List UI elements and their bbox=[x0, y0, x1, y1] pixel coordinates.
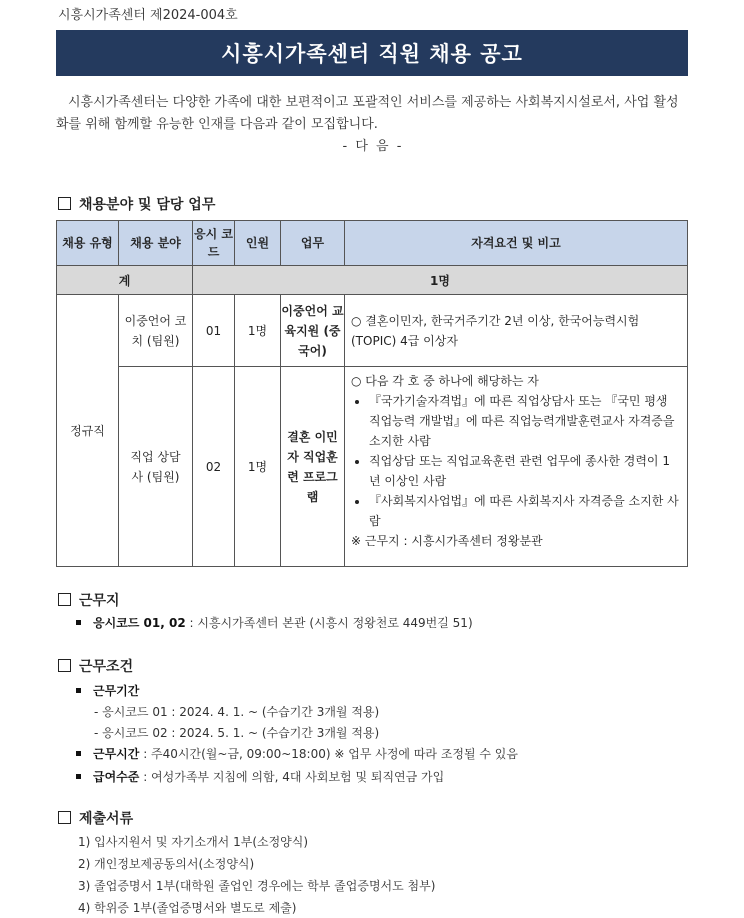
checkbox-square-icon bbox=[58, 659, 71, 672]
hours-text: : 주40시간(월~금, 09:00~18:00) ※ 업무 사정에 따라 조정될 수 있음 bbox=[139, 747, 518, 761]
hours-label: 근무시간 bbox=[93, 747, 140, 761]
qual-intro: ○ 다음 각 호 중 하나에 해당하는 자 bbox=[351, 374, 539, 388]
pay-line bbox=[76, 768, 444, 785]
bullet-square-icon bbox=[76, 688, 81, 693]
checkbox-square-icon bbox=[58, 197, 71, 210]
section-documents bbox=[58, 808, 133, 828]
bullet-square-icon bbox=[76, 620, 81, 625]
code-cell: 01 bbox=[193, 295, 235, 367]
header-count: 인원 bbox=[235, 221, 281, 266]
list-item: • 직업상담 또는 직업교육훈련 관련 업무에 종사한 경력이 1년 이상인 사람 bbox=[369, 451, 681, 491]
list-item: 2) 개인정보제공동의서(소정양식) bbox=[78, 857, 255, 871]
checkbox-square-icon bbox=[58, 593, 71, 606]
intro bbox=[56, 92, 690, 158]
list-item: 1) 입사지원서 및 자기소개서 1부(소정양식) bbox=[78, 835, 309, 849]
header-type: 채용 유형 bbox=[57, 221, 119, 266]
section-conditions bbox=[58, 656, 133, 676]
section-workplace-title: 근무지 bbox=[79, 593, 120, 609]
count-cell: 1명 bbox=[235, 295, 281, 367]
bullet-square-icon bbox=[76, 774, 81, 779]
period-label: 근무기간 bbox=[93, 684, 140, 698]
field-cell: 이중언어 코치 (팀원) bbox=[119, 295, 193, 367]
field-cell: 직업 상담사 (팀원) bbox=[119, 367, 193, 567]
code-cell: 02 bbox=[193, 367, 235, 567]
period-item: - 응시코드 02 : 2024. 5. 1. ~ (수습기간 3개월 적용) bbox=[94, 726, 380, 740]
section-fields-title: 채용분야 및 담당 업무 bbox=[79, 197, 216, 213]
workplace-line bbox=[76, 614, 473, 631]
qual-cell: ○ 결혼이민자, 한국거주기간 2년 이상, 한국어능력시험 (TOPIC) 4급 이상자 bbox=[345, 295, 688, 367]
list-item: 4) 학위증 1부(졸업증명서와 별도로 제출) bbox=[78, 901, 297, 915]
list-item: • 『국가기술자격법』에 따른 직업상담사 또는 『국민 평생 직업능력 개발법』에 따른 직업능력개발훈련교사 자격증을 소지한 사람 bbox=[369, 391, 681, 451]
count-cell: 1명 bbox=[235, 367, 281, 567]
duty-cell: 결혼 이민자 직업훈련 프로그램 bbox=[281, 367, 345, 567]
checkbox-square-icon bbox=[58, 811, 71, 824]
document-number: 시흥시가족센터 제2024-004호 bbox=[58, 8, 238, 23]
total-value: 1명 bbox=[193, 266, 688, 295]
period-item: - 응시코드 01 : 2024. 4. 1. ~ (수습기간 3개월 적용) bbox=[94, 705, 380, 719]
table-row bbox=[57, 295, 688, 367]
duty-cell: 이중언어 교육지원 (중국어) bbox=[281, 295, 345, 367]
header-qual: 자격요건 및 비고 bbox=[345, 221, 688, 266]
table-total-row bbox=[57, 266, 688, 295]
list-item: • 『사회복지사업법』에 따른 사회복지사 자격증을 소지한 사람 bbox=[369, 491, 681, 531]
employment-type: 정규직 bbox=[57, 295, 119, 567]
recruit-table bbox=[56, 220, 688, 567]
section-fields bbox=[58, 194, 215, 214]
header-field: 채용 분야 bbox=[119, 221, 193, 266]
section-documents-title: 제출서류 bbox=[79, 811, 134, 827]
qual-list bbox=[351, 391, 681, 531]
bullet-square-icon bbox=[76, 751, 81, 756]
section-conditions-title: 근무조건 bbox=[79, 659, 134, 675]
hours-line bbox=[76, 745, 518, 762]
da-eum: - 다 음 - bbox=[342, 139, 404, 154]
header-duty: 업무 bbox=[281, 221, 345, 266]
list-item: 3) 졸업증명서 1부(대학원 졸업인 경우에는 학부 졸업증명서도 첨부) bbox=[78, 879, 436, 893]
workplace-label: 응시코드 01, 02 bbox=[93, 616, 186, 630]
qual-cell bbox=[345, 367, 688, 567]
qual-note: ※ 근무지 : 시흥시가족센터 정왕분관 bbox=[351, 534, 543, 548]
pay-label: 급여수준 bbox=[93, 770, 140, 784]
workplace-text: : 시흥시가족센터 본관 (시흥시 정왕천로 449번길 51) bbox=[185, 616, 473, 630]
section-workplace bbox=[58, 590, 120, 610]
pay-text: : 여성가족부 지침에 의함, 4대 사회보험 및 퇴직연금 가입 bbox=[139, 770, 445, 784]
table-row bbox=[57, 367, 688, 567]
period-line bbox=[76, 682, 139, 699]
intro-paragraph: 시흥시가족센터는 다양한 가족에 대한 보편적이고 포괄적인 서비스를 제공하는 사회복지시설로서, 사업 활성화를 위해 함께할 유능한 인재를 다음과 같이 모집합니다. bbox=[56, 95, 679, 132]
page-title: 시흥시가족센터 직원 채용 공고 bbox=[56, 30, 688, 76]
header-code: 응시 코드 bbox=[193, 221, 235, 266]
table-header-row bbox=[57, 221, 688, 266]
total-label: 계 bbox=[57, 266, 193, 295]
